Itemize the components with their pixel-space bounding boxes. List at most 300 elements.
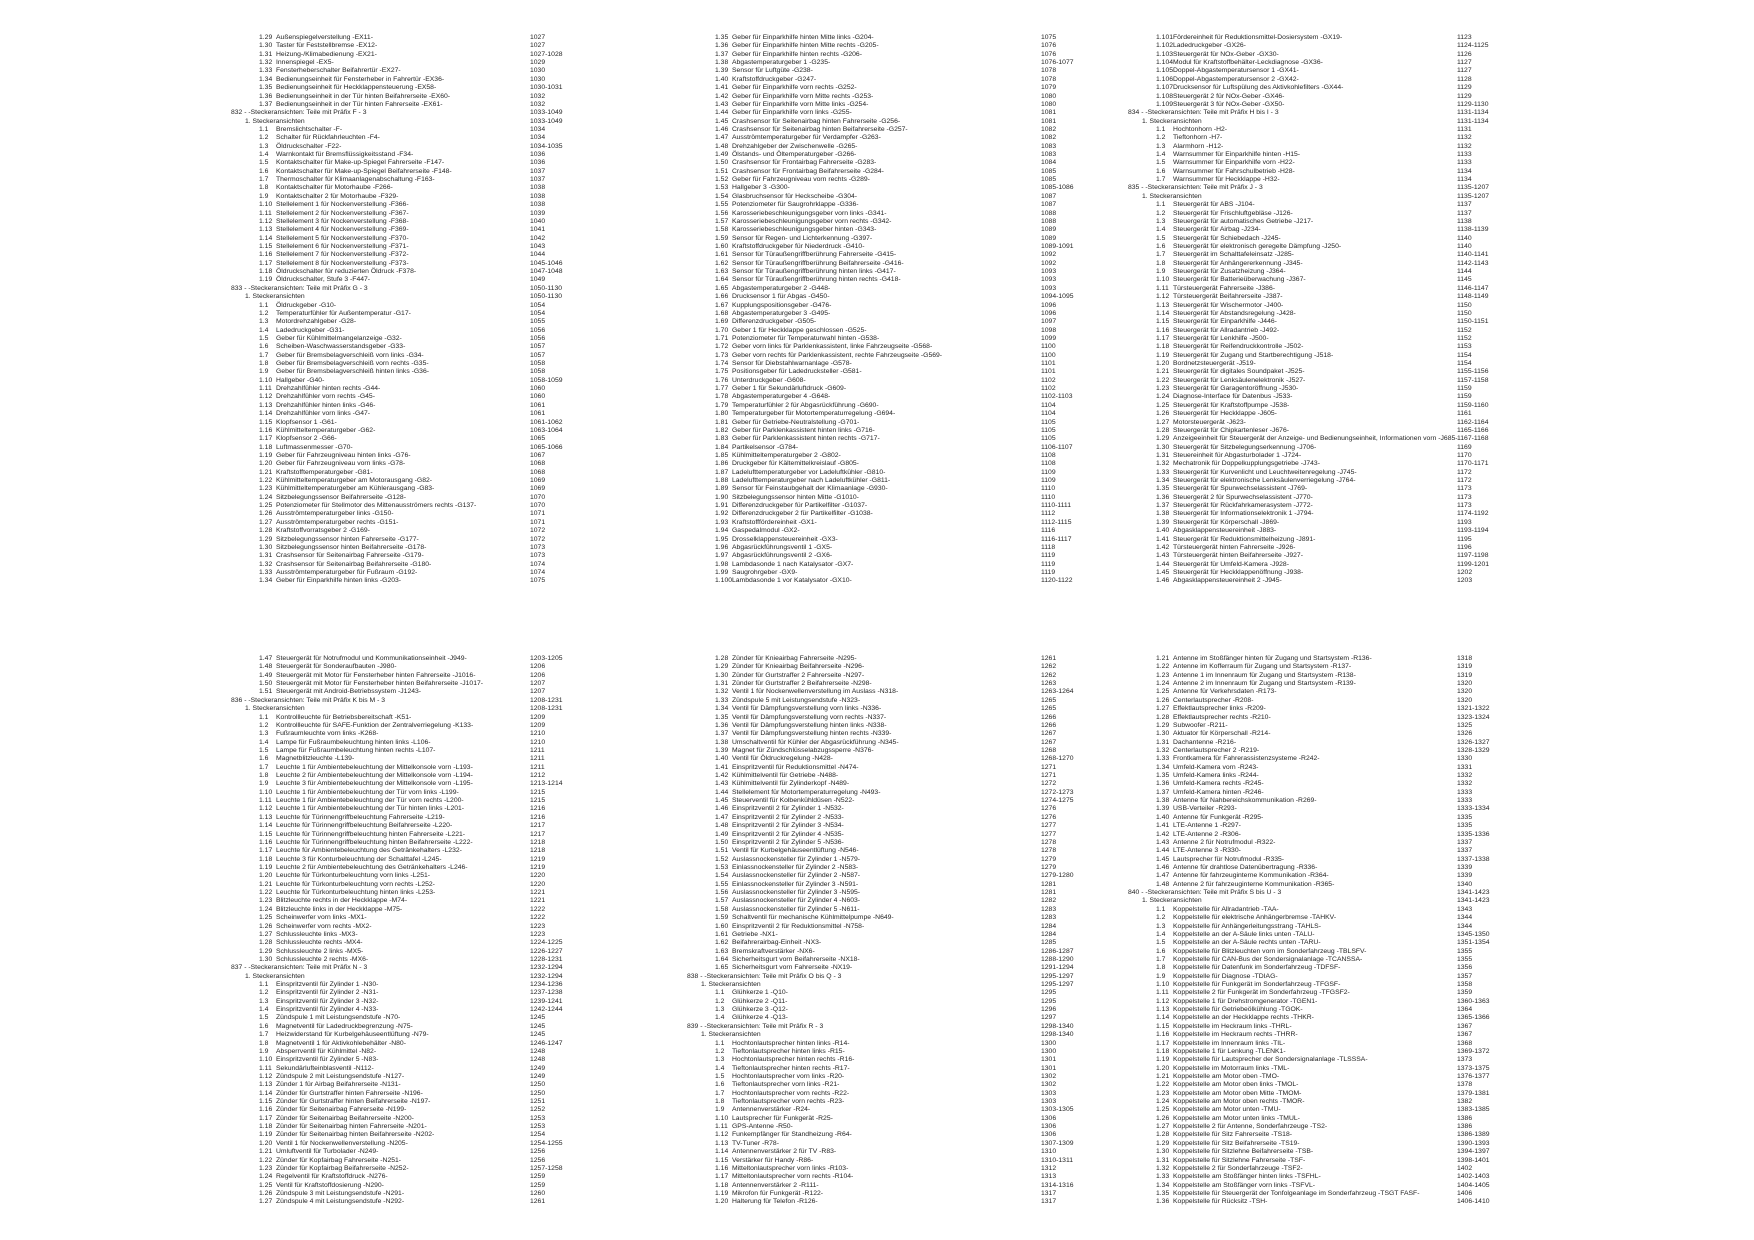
entry-label: Fensterheberschalter Beifahrertür -EX27-	[276, 67, 401, 75]
entry-number: 1.92	[715, 510, 729, 518]
entry-page: 1303	[1041, 1089, 1057, 1097]
toc-entry	[1128, 410, 1728, 418]
entry-page: 1131	[1457, 125, 1472, 133]
toc-entry	[687, 856, 1117, 864]
entry-page: 1119	[1041, 552, 1056, 560]
entry-page: 1278	[1041, 847, 1057, 855]
entry-label: Hochtonlautsprecher vorn rechts -R22-	[732, 1089, 850, 1097]
entry-page: 1068	[530, 468, 546, 476]
entry-page: 1050-1130	[530, 293, 562, 301]
entry-page: 1216	[530, 805, 546, 813]
entry-label: 835 - -Steckeransichten: Teile mit Präfix J - 3	[1128, 184, 1263, 192]
toc-entry	[231, 276, 661, 284]
entry-page: 1376-1377	[1457, 1072, 1490, 1080]
toc-entry	[1128, 789, 1728, 797]
entry-number: 1.15	[259, 418, 273, 426]
entry-label: Steuergerät für Heckklappe -J605-	[1173, 410, 1277, 418]
entry-number: 1.30	[259, 543, 273, 551]
entry-page: 1088	[1041, 209, 1057, 217]
entry-page: 1209	[530, 713, 546, 721]
toc-entry	[1128, 318, 1728, 326]
toc-entry	[687, 452, 1117, 460]
toc-entry	[687, 906, 1117, 914]
toc-entry	[231, 561, 661, 569]
toc-entry	[687, 327, 1117, 335]
toc-entry	[687, 663, 1117, 671]
entry-page: 1170-1171	[1457, 460, 1489, 468]
entry-page: 1096	[1041, 301, 1057, 309]
entry-label: Umschaltventil für Kühler der Abgasrückführung -N345-	[732, 738, 899, 746]
entry-number: 1.52	[715, 176, 729, 184]
toc-entry	[1128, 730, 1728, 738]
toc-entry	[687, 310, 1117, 318]
entry-label: Umfeld-Kamera links -R244-	[1173, 772, 1259, 780]
entry-page: 1328-1329	[1457, 746, 1490, 754]
toc-entry	[1128, 218, 1728, 226]
toc-entry	[687, 680, 1117, 688]
entry-number: 1.44	[715, 788, 729, 796]
entry-label: Tieftonlautsprecher hinten links -R15-	[732, 1047, 845, 1055]
toc-entry	[231, 444, 661, 452]
entry-number: 1.19	[259, 1131, 273, 1139]
toc-entry	[687, 1073, 1117, 1081]
entry-label: Koppelstelle am Stoßfänger hinten links -TSFHL-	[1173, 1173, 1321, 1181]
entry-label: Ladedruckgeber -G31-	[276, 326, 345, 334]
entry-number: 1.39	[1156, 805, 1170, 813]
toc-entry	[687, 385, 1117, 393]
entry-page: 1319	[1457, 663, 1473, 671]
entry-page: 1333	[1457, 788, 1473, 796]
entry-label: Einspritzventil 2 für Zylinder 4 -N535-	[732, 830, 844, 838]
entry-page: 1249	[530, 1072, 546, 1080]
entry-number: 1.2	[715, 997, 725, 1005]
entry-page: 1093	[1041, 284, 1057, 292]
entry-label: Geber für Parklenkassistent hinten rechts -G717-	[732, 435, 880, 443]
toc-entry	[231, 1182, 661, 1190]
entry-label: Schaltventil für mechanische Kühlmittelpumpe -N649-	[732, 914, 894, 922]
toc-entry	[687, 435, 1117, 443]
entry-page: 1159	[1457, 393, 1472, 401]
entry-page: 1220	[530, 872, 546, 880]
entry-page: 1030	[530, 75, 546, 83]
entry-label: Geber für Parklenkassistent hinten links -G716-	[732, 426, 875, 434]
entry-number: 1.28	[1156, 1131, 1170, 1139]
entry-label: Steuergerät für Lenksäulenelektronik -J527-	[1173, 376, 1306, 384]
entry-number: 1.60	[715, 922, 729, 930]
entry-label: Abgastemperaturgeber 4 -G648-	[732, 393, 831, 401]
entry-label: Steuergerät für Notrufmodul und Kommunikationseinheit -J949-	[276, 655, 467, 662]
entry-page: 1159	[1457, 385, 1472, 393]
entry-page: 1076	[1041, 42, 1057, 50]
entry-number: 1.66	[715, 293, 729, 301]
entry-label: Geber für Fahrzeugniveau hinten links -G76-	[276, 451, 411, 459]
entry-number: 1.20	[259, 460, 273, 468]
entry-label: Leuchte für Ambientebeleuchtung des Getränkehalters -L232-	[276, 847, 462, 855]
entry-label: Warnsummer für Heckklappe -H32-	[1173, 176, 1280, 184]
entry-label: Türsteuergerät hinten Fahrerseite -J926-	[1173, 543, 1296, 551]
entry-page: 1119	[1041, 560, 1056, 568]
entry-number: 1.109	[1156, 100, 1174, 108]
entry-number: 1.15	[259, 1098, 273, 1106]
toc-entry	[1128, 360, 1728, 368]
entry-page: 1228-1231	[530, 955, 563, 963]
entry-number: 1.7	[1156, 251, 1166, 259]
entry-label: Fördereinheit für Reduktionsmittel-Dosiersystem -GX19-	[1173, 34, 1343, 41]
entry-page: 1038	[530, 192, 546, 200]
entry-label: Stellelement 6 für Nockenverstellung -F371-	[276, 242, 409, 250]
entry-number: 1.30	[1156, 1148, 1170, 1156]
toc-entry	[1128, 569, 1728, 577]
entry-label: Warnsummer für Fahrschulbetrieb -H28-	[1173, 167, 1295, 175]
entry-label: Steuergerät für Zugang und Startberechtigung -J518-	[1173, 351, 1334, 359]
entry-page: 1069	[530, 485, 546, 493]
entry-page: 1276	[1041, 805, 1057, 813]
entry-label: Sensor für Türaußengriffberührung hinten links -G417-	[732, 268, 896, 276]
entry-page: 1337	[1457, 838, 1473, 846]
entry-page: 1071	[530, 518, 546, 526]
entry-label: Scheinwerfer vorn rechts -MX2-	[276, 922, 372, 930]
entry-number: 1.24	[259, 1173, 273, 1181]
entry-label: Steuergerät für Schiebedach -J245-	[1173, 234, 1281, 242]
entry-number: 1.30	[1156, 443, 1170, 451]
entry-page: 1406	[1457, 1190, 1473, 1197]
toc-entry	[231, 1006, 661, 1014]
toc-entry	[1128, 310, 1728, 318]
entry-number: 1.11	[1156, 989, 1169, 997]
entry-number: 1.11	[1156, 284, 1169, 292]
toc-entry	[687, 67, 1117, 75]
entry-page: 1083	[1041, 151, 1057, 159]
entry-label: Kraftstofftemperaturgeber -G81-	[276, 468, 373, 476]
entry-label: Leuchte für Türkonturbeleuchtung vorn rechts -L252-	[276, 880, 435, 888]
entry-label: Umluftventil für Turbolader -N249-	[276, 1148, 379, 1156]
toc-entry	[231, 410, 661, 418]
toc-entry	[231, 663, 661, 671]
entry-page: 1034-1035	[530, 142, 563, 150]
entry-number: 1.27	[259, 518, 273, 526]
entry-page: 1173	[1457, 502, 1472, 510]
entry-page: 1295	[1041, 997, 1057, 1005]
entry-number: 1.36	[1156, 493, 1170, 501]
entry-number: 1.53	[715, 863, 729, 871]
entry-page: 1382	[1457, 1098, 1473, 1106]
entry-page: 1367	[1457, 1022, 1473, 1030]
entry-number: 1.40	[1156, 813, 1170, 821]
entry-page: 1131-1134	[1457, 117, 1489, 125]
entry-page: 1343	[1457, 905, 1473, 913]
entry-label: Steuergerät für ABS -J104-	[1173, 201, 1255, 209]
entry-label: Steuergerät 2 für Spurwechselassistent -J770-	[1173, 493, 1313, 501]
entry-label: Geber vorn links für Parklenkassistent, linke Fahrzeugseite -G568-	[732, 343, 933, 351]
entry-page: 1073	[530, 552, 546, 560]
entry-page: 1065-1066	[530, 443, 563, 451]
entry-number: 1.21	[259, 880, 273, 888]
entry-number: 1.41	[715, 84, 729, 92]
toc-entry	[1128, 427, 1728, 435]
entry-number: 1.77	[715, 385, 729, 393]
toc-entry	[1128, 477, 1728, 485]
entry-number: 1.5	[715, 1072, 725, 1080]
entry-page: 1344	[1457, 914, 1473, 922]
toc-entry	[687, 797, 1117, 805]
toc-entry	[687, 84, 1117, 92]
entry-label: Hochtonlautsprecher vorn links -R20-	[732, 1072, 845, 1080]
entry-number: 1.89	[715, 485, 729, 493]
entry-number: 1.5	[259, 746, 269, 754]
entry-label: Geber für Einparkhilfe hinten rechts -G206-	[732, 50, 862, 58]
toc-entry	[687, 730, 1117, 738]
entry-page: 1303	[1041, 1098, 1057, 1106]
entry-label: Differenzdruckgeber -G505-	[732, 318, 817, 326]
entry-number: 1.6	[1156, 167, 1166, 175]
entry-number: 1.17	[259, 847, 273, 855]
entry-label: Koppelstelle 1 für Drehstromgenerator -TGEN1-	[1173, 997, 1318, 1005]
entry-label: Koppelstelle für Anhängerleitungsstrang -TAHLS-	[1173, 922, 1321, 930]
entry-page: 1033-1049	[530, 109, 563, 117]
entry-page: 1326	[1457, 730, 1473, 738]
toc-entry	[687, 1006, 1117, 1014]
entry-page: 1085	[1041, 167, 1057, 175]
entry-label: Potenziometer für Temperaturwahl hinten -G538-	[732, 334, 880, 342]
entry-label: Steuergerät 2 für NOx-Geber -GX46-	[1173, 92, 1285, 100]
toc-entry	[687, 789, 1117, 797]
entry-page: 1058	[530, 368, 546, 376]
entry-label: Geber für Bremsbelagverschleiß vorn links -G34-	[276, 351, 424, 359]
entry-page: 1055	[530, 318, 546, 326]
entry-label: Zündspule 2 mit Leistungsendstufe -N127-	[276, 1072, 405, 1080]
entry-page: 1207	[530, 688, 546, 696]
entry-page: 1386-1389	[1457, 1131, 1490, 1139]
entry-label: Steuergerät für Reduktionsmittelheizung -J891-	[1173, 535, 1316, 543]
entry-label: Thermoschalter für Klimaanlagenabschaltung -F163-	[276, 176, 435, 184]
entry-number: 1.8	[1156, 964, 1166, 972]
entry-label: Koppelstelle am Motor oben links -TMOL-	[1173, 1081, 1299, 1089]
entry-label: Einspritzventil für Zylinder 1 -N30-	[276, 981, 379, 989]
entry-page: 1076	[1041, 50, 1057, 58]
entry-page: 1083	[1041, 142, 1057, 150]
entry-label: Koppelstelle für Rücksitz -TSH-	[1173, 1198, 1268, 1206]
entry-label: Einspritzventil für Zylinder 2 -N31-	[276, 989, 379, 997]
entry-label: Klopfsensor 1 -G61-	[276, 418, 337, 426]
entry-label: Kraftstoffvorratsgeber 2 -G169-	[276, 527, 370, 535]
entry-page: 1120-1122	[1041, 577, 1073, 585]
entry-page: 1196	[1457, 543, 1472, 551]
entry-label: Steuereinheit für Abgasturbolader 1 -J724-	[1173, 451, 1302, 459]
entry-number: 1.31	[715, 680, 729, 688]
entry-label: 832 - -Steckeransichten: Teile mit Präfix F - 3	[231, 109, 367, 117]
entry-number: 1.26	[259, 922, 273, 930]
toc-entry	[687, 697, 1117, 705]
entry-label: Antenne für Funkgerät -R295-	[1173, 813, 1264, 821]
entry-label: Ladelufttemperaturgeber nach Ladeluftkühler -G811-	[732, 477, 891, 485]
toc-entry	[231, 889, 661, 897]
toc-entry	[231, 739, 661, 747]
entry-number: 1.18	[259, 268, 273, 276]
entry-label: Steuergerät für Sonderaufbauten -J980-	[276, 663, 397, 671]
entry-page: 1312	[1041, 1164, 1057, 1172]
toc-entry	[231, 59, 661, 67]
entry-label: Crashsensor für Seitenairbag hinten Beifahrerseite -G257-	[732, 125, 908, 133]
entry-number: 1.28	[1156, 426, 1170, 434]
entry-number: 1.23	[1156, 385, 1170, 393]
entry-label: Zündspule 3 mit Leistungsendstufe -N291-	[276, 1190, 405, 1197]
entry-label: Zünder für Seitenairbag Beifahrerseite -N200-	[276, 1114, 414, 1122]
entry-number: 1.4	[259, 326, 269, 334]
toc-entry	[231, 805, 661, 813]
entry-label: Ladelufttemperaturgeber vor Ladeluftkühler -G810-	[732, 468, 886, 476]
entry-label: Halterung für Telefon -R126-	[732, 1198, 818, 1206]
entry-number: 1.3	[1156, 922, 1166, 930]
entry-page: 1219	[530, 863, 546, 871]
toc-entry	[1128, 494, 1728, 502]
entry-number: 1.35	[1156, 485, 1170, 493]
toc-entry	[687, 1065, 1117, 1073]
toc-entry	[1128, 168, 1728, 176]
toc-entry	[231, 1023, 661, 1031]
toc-entry	[687, 235, 1117, 243]
toc-entry	[231, 510, 661, 518]
entry-label: Sitzbelegungssensor hinten Fahrerseite -G177-	[276, 535, 419, 543]
entry-page: 1369-1372	[1457, 1047, 1490, 1055]
toc-entry	[1128, 780, 1728, 788]
entry-label: Stellelement 2 für Nockenverstellung -F367-	[276, 209, 409, 217]
entry-page: 1116	[1041, 527, 1056, 535]
entry-label: Koppelstelle für Funkgerät im Sonderfahrzeug -TFGSF-	[1173, 981, 1341, 989]
entry-number: 1.7	[259, 176, 269, 184]
toc-entry	[1128, 402, 1728, 410]
entry-page: 1306	[1041, 1131, 1057, 1139]
entry-label: Alarmhorn -H12-	[1173, 142, 1224, 150]
toc-column-top-right	[1128, 34, 1728, 586]
entry-number: 1.26	[259, 1190, 273, 1197]
entry-label: Antennenverstärker 2 -R111-	[732, 1181, 819, 1189]
toc-entry	[231, 243, 661, 251]
entry-page: 1314-1316	[1041, 1181, 1074, 1189]
entry-number: 1.78	[715, 393, 729, 401]
entry-number: 1.35	[715, 34, 729, 41]
entry-number: 1.19	[259, 276, 273, 284]
entry-page: 1226-1227	[530, 947, 563, 955]
entry-number: 1.44	[715, 109, 729, 117]
entry-page: 1140	[1457, 242, 1472, 250]
entry-label: Crashsensor für Seitenairbag Fahrerseite -G179-	[276, 552, 424, 560]
toc-entry	[231, 134, 661, 142]
entry-number: 1.100	[715, 577, 733, 585]
entry-page: 1097	[1041, 318, 1057, 326]
entry-label: Koppelstelle für Lautsprecher der Sondersignalanlage -TLSSSA-	[1173, 1056, 1368, 1064]
entry-page: 1105	[1041, 435, 1056, 443]
entry-number: 1.106	[1156, 75, 1174, 83]
entry-number: 1.33	[715, 696, 729, 704]
toc-entry	[1128, 1098, 1728, 1106]
entry-page: 1110	[1041, 485, 1056, 493]
entry-label: Leuchte 1 für Ambientebeleuchtung der Tür hinten links -L201-	[276, 805, 465, 813]
entry-number: 1.51	[715, 167, 729, 175]
entry-label: Leuchte 2 für Ambientebeleuchtung der Mittelkonsole vorn -L194-	[276, 772, 473, 780]
entry-page: 1246-1247	[530, 1039, 563, 1047]
toc-entry	[231, 906, 661, 914]
entry-page: 1102-1103	[1041, 393, 1073, 401]
toc-entry	[231, 1014, 661, 1022]
entry-label: Bremskraftverstärker -NX6-	[732, 947, 815, 955]
entry-page: 1283	[1041, 905, 1057, 913]
entry-label: Ladedruckgeber -GX26-	[1173, 42, 1246, 50]
entry-label: 1. Steckeransichten	[1142, 897, 1202, 905]
entry-label: Zündspule 1 mit Leistungsendstufe -N70-	[276, 1014, 401, 1022]
entry-label: Koppelstelle für Datenfunk im Sonderfahrzeug -TDFSF-	[1173, 964, 1341, 972]
entry-number: 1.27	[259, 930, 273, 938]
toc-entry	[687, 101, 1117, 109]
entry-number: 1.58	[715, 226, 729, 234]
entry-number: 1.90	[715, 493, 729, 501]
entry-page: 1333	[1457, 797, 1473, 805]
entry-number: 1.43	[715, 780, 729, 788]
toc-subsection	[1128, 897, 1728, 905]
entry-page: 1133	[1457, 159, 1472, 167]
toc-entry	[231, 1198, 661, 1206]
entry-number: 1.47	[1156, 872, 1170, 880]
entry-label: Stellelement 3 für Nockenverstellung -F368-	[276, 217, 409, 225]
toc-column-bottom-right	[1128, 655, 1728, 1207]
entry-page: 1300	[1041, 1047, 1057, 1055]
entry-label: Hochtonhorn -H2-	[1173, 125, 1228, 133]
entry-label: Effektlautsprecher links -R209-	[1173, 705, 1266, 713]
entry-label: Glühkerze 2 -Q11-	[732, 997, 788, 1005]
entry-number: 1.65	[715, 284, 729, 292]
toc-entry	[1128, 973, 1728, 981]
entry-number: 1.11	[259, 209, 272, 217]
entry-label: Bedienungseinheit für Heckklappensteuerung -EX58-	[276, 84, 437, 92]
entry-label: Auslassnockensteller für Zylinder 1 -N579-	[732, 855, 861, 863]
entry-number: 1.21	[259, 468, 273, 476]
entry-number: 1.81	[715, 418, 729, 426]
entry-page: 1145	[1457, 276, 1472, 284]
entry-label: Getriebe -NX1-	[732, 930, 778, 938]
entry-number: 1.10	[259, 1056, 273, 1064]
entry-number: 1.3	[1156, 142, 1166, 150]
toc-entry	[1128, 502, 1728, 510]
entry-page: 1301	[1041, 1056, 1057, 1064]
toc-entry	[687, 780, 1117, 788]
entry-number: 1.10	[1156, 276, 1170, 284]
entry-number: 1.36	[259, 92, 273, 100]
entry-label: Koppelstelle im Motorraum links -TML-	[1173, 1064, 1290, 1072]
entry-number: 1.71	[715, 334, 729, 342]
entry-label: Leuchte 2 für Ambientebeleuchtung des Getränkehalters -L246-	[276, 863, 468, 871]
entry-label: Unterdruckgeber -G608-	[732, 376, 806, 384]
entry-page: 1221	[530, 897, 546, 905]
entry-label: Steuergerät für Rückfahrkamerasystem -J772-	[1173, 502, 1313, 510]
entry-page: 1282	[1041, 897, 1057, 905]
entry-page: 1210	[530, 738, 546, 746]
toc-subsection	[231, 118, 661, 126]
entry-label: Ausströmtemperaturgeber links -G150-	[276, 510, 394, 518]
toc-entry	[231, 101, 661, 109]
toc-entry	[1128, 914, 1728, 922]
entry-number: 1.31	[1156, 1156, 1170, 1164]
toc-entry	[1128, 285, 1728, 293]
toc-entry	[231, 1173, 661, 1181]
entry-number: 1.30	[1156, 730, 1170, 738]
entry-page: 1268	[1041, 746, 1057, 754]
entry-number: 1.6	[1156, 947, 1166, 955]
entry-page: 1044	[530, 251, 546, 259]
entry-page: 1254	[530, 1131, 546, 1139]
entry-label: Leuchte für Türinnengriffbeleuchtung hinten Fahrerseite -L221-	[276, 830, 466, 838]
entry-page: 1364	[1457, 1006, 1473, 1014]
entry-page: 1110-1111	[1041, 502, 1071, 510]
entry-label: Auslassnockensteller für Zylinder 2 -N587-	[732, 872, 861, 880]
